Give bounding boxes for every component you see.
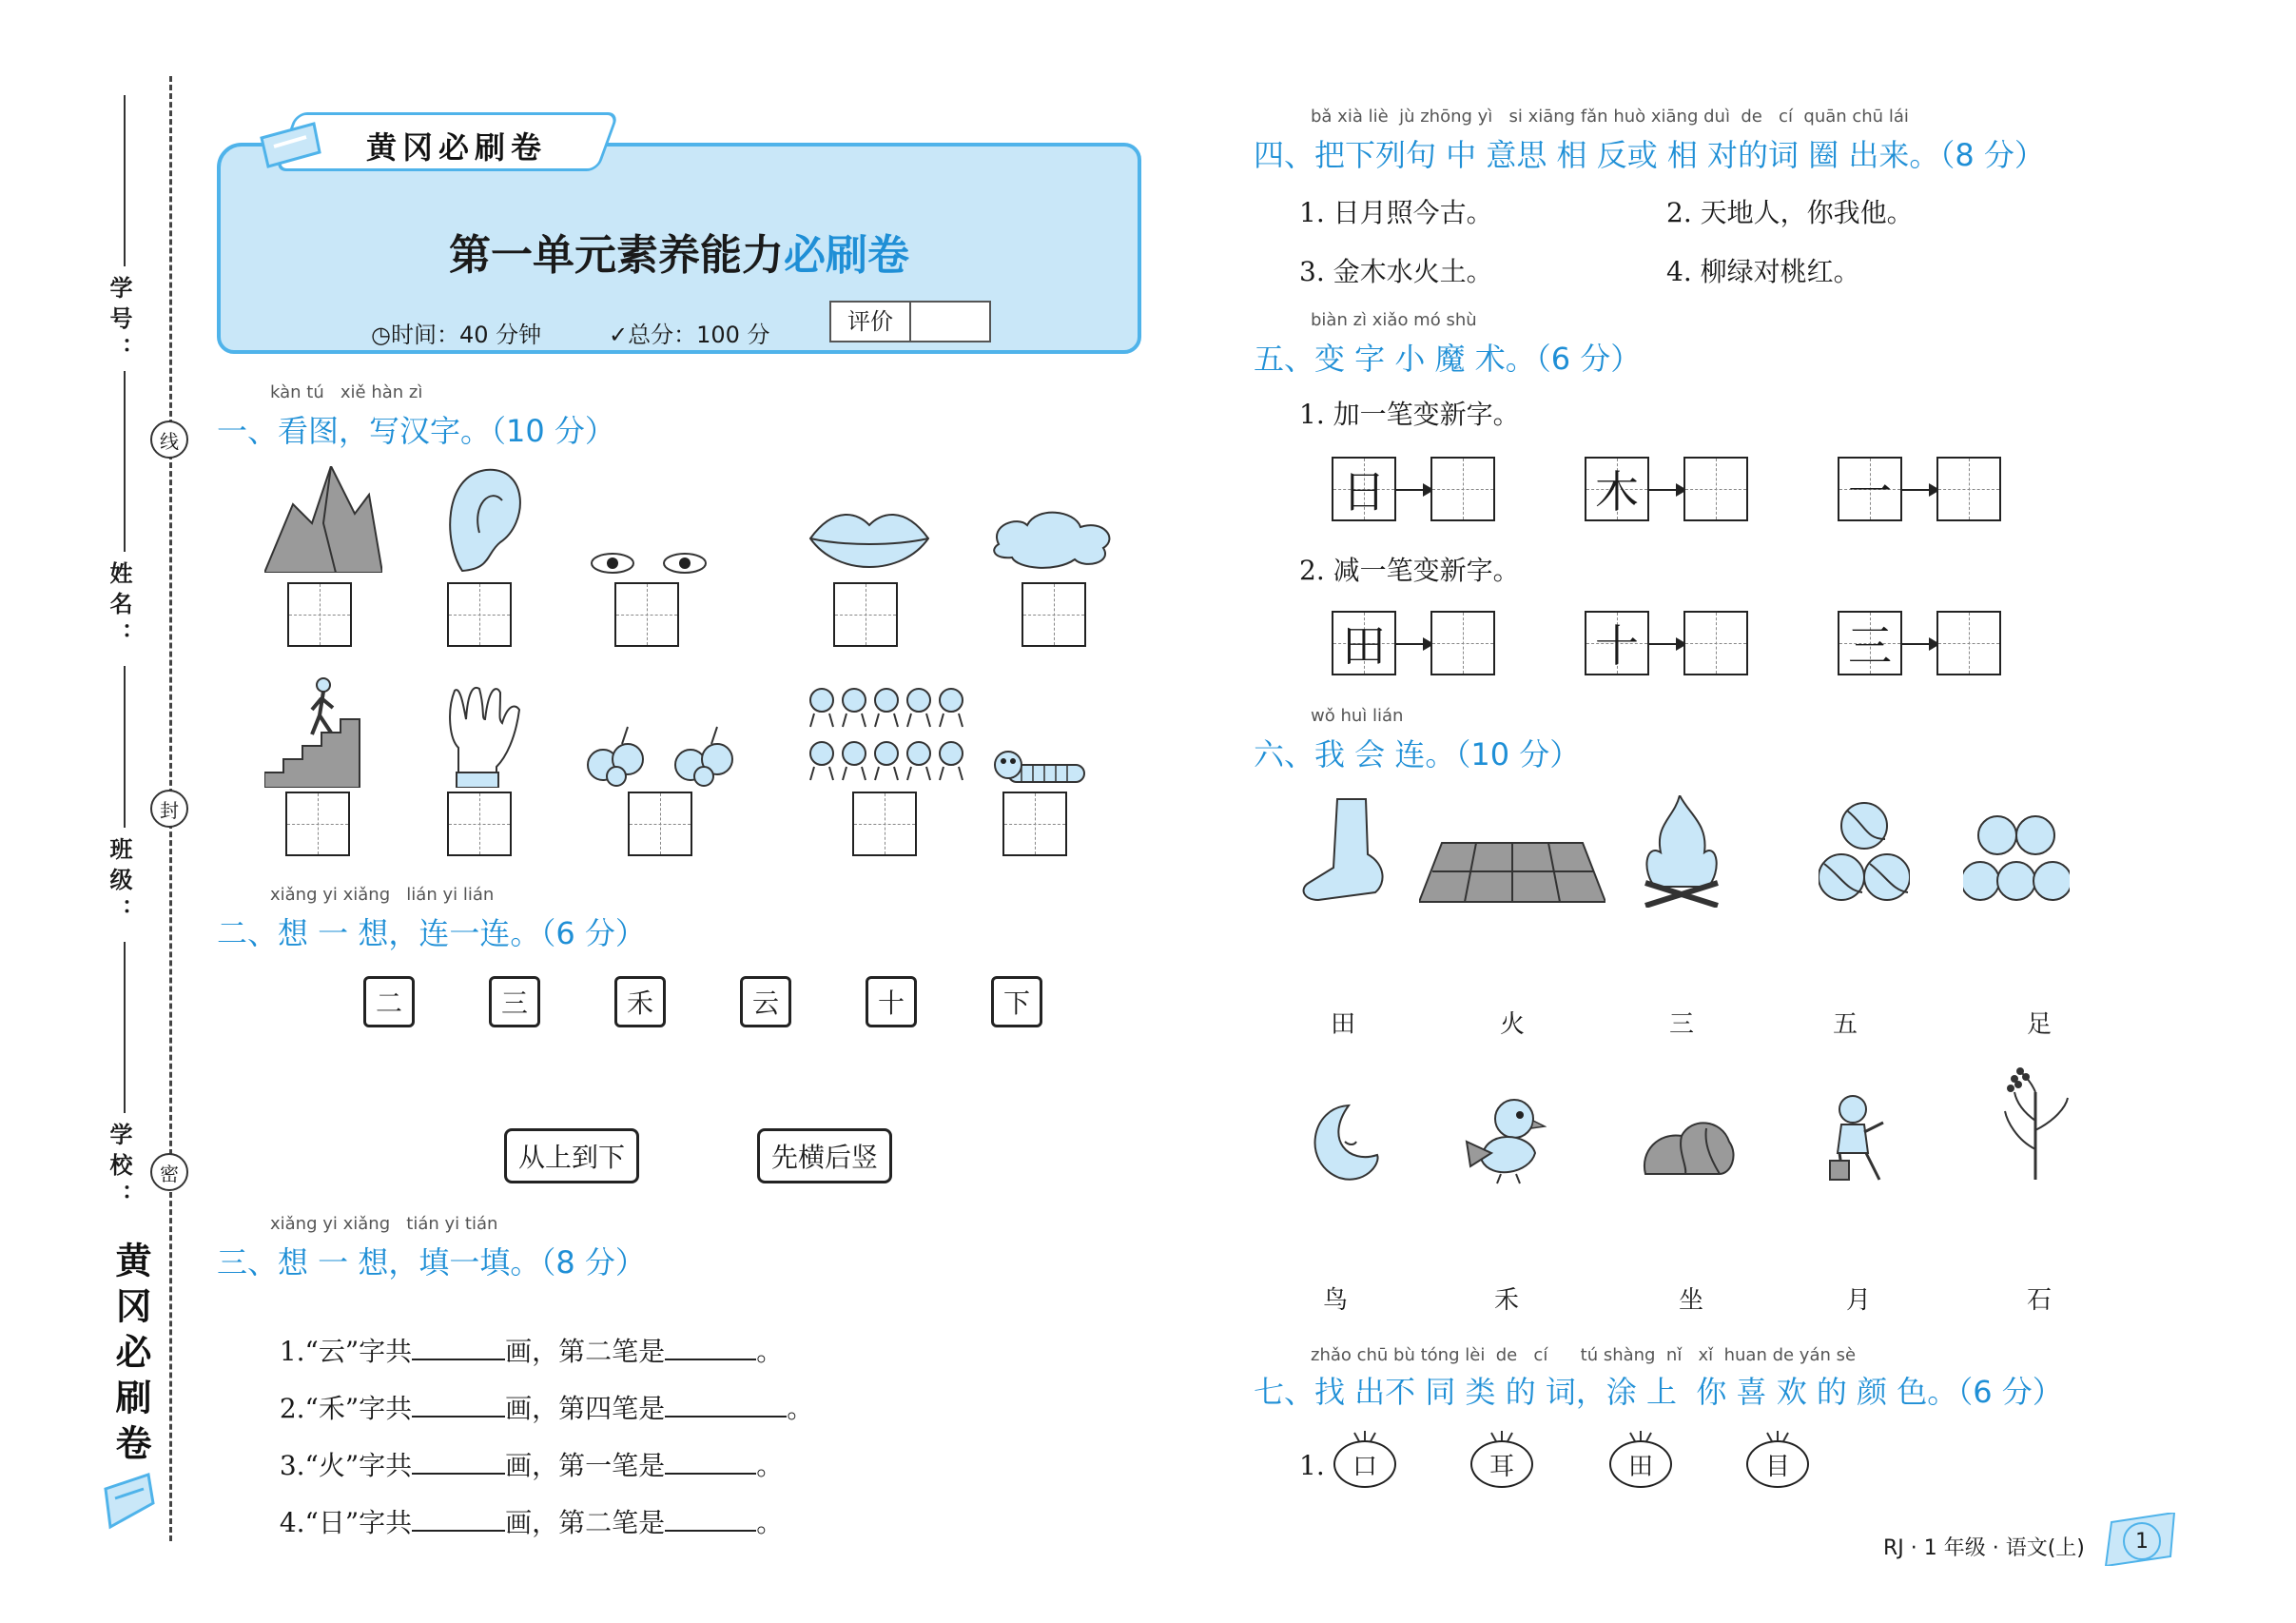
fruit-icon <box>584 723 742 788</box>
seal-feng: 封 <box>150 790 188 828</box>
three-balls-icon <box>1819 801 1910 904</box>
answer-box[interactable] <box>1430 611 1495 675</box>
student-no-line <box>124 95 126 266</box>
sentence-4[interactable]: 4. 柳绿对桃红。 <box>1666 256 1860 287</box>
item-end: 。 <box>787 1393 814 1424</box>
brand-vertical: 黄冈必刷卷 <box>109 1242 151 1470</box>
sec1-pinyin: kàn tú xiě hàn zì <box>270 382 423 402</box>
title-main: 第一单元素养能力 <box>449 231 784 280</box>
sitting-boy-icon <box>1824 1094 1893 1185</box>
seal-xian: 线 <box>150 420 188 459</box>
item-mid: 画，第四笔是 <box>505 1393 666 1424</box>
rule-box[interactable]: 先横后竖 <box>757 1128 892 1183</box>
write-box-9[interactable] <box>852 792 917 856</box>
sec3-title: 三、想 一 想，填一填。（8 分） <box>217 1244 646 1281</box>
match-label-bottom[interactable]: 月 <box>1845 1286 1871 1315</box>
sec4-pinyin: bǎ xià liè jù zhōng yì si xiāng fǎn huò xiāng duì de cí quān chū lái <box>1311 107 1909 127</box>
hand-icon <box>439 681 527 788</box>
name-label: 姓名： <box>106 561 132 653</box>
sec6-pinyin: wǒ huì lián <box>1311 706 1404 726</box>
write-box-4[interactable] <box>833 582 898 647</box>
item-end: 。 <box>756 1450 784 1481</box>
item-mid: 画，第二笔是 <box>505 1336 666 1367</box>
write-box-2[interactable] <box>447 582 512 647</box>
sec2-pinyin: xiǎng yi xiǎng lián yi lián <box>270 885 495 905</box>
clock-icon: ◷ <box>371 322 391 348</box>
stairs-person-icon <box>264 677 373 788</box>
given-char-box: 十 <box>1585 611 1649 675</box>
write-box-5[interactable] <box>1022 582 1086 647</box>
item-mid: 画，第一笔是 <box>505 1450 666 1481</box>
school-line <box>124 942 126 1113</box>
item-pre: “云”字共 <box>304 1336 413 1367</box>
write-box-7[interactable] <box>447 792 512 856</box>
item-num: 2. <box>279 1393 305 1424</box>
seal-mi: 密 <box>150 1153 188 1191</box>
sec6-title: 六、我 会 连。（10 分） <box>1254 736 1581 772</box>
name-line <box>124 371 126 552</box>
char-box[interactable]: 二 <box>363 976 415 1027</box>
item-end: 。 <box>756 1336 784 1367</box>
school-label: 学校： <box>106 1123 132 1214</box>
page-title <box>217 221 1141 282</box>
arrow-icon <box>1649 643 1685 645</box>
sec1-title: 一、看图，写汉字。（10 分） <box>217 413 615 449</box>
time-text: 时间：40 分钟 <box>390 322 542 348</box>
char-box[interactable]: 下 <box>991 976 1042 1027</box>
given-char-box: 田 <box>1332 611 1396 675</box>
item-pre: “火”字共 <box>304 1450 413 1481</box>
title-accent: 必刷卷 <box>784 231 909 280</box>
fill-item-4 <box>263 1471 783 1540</box>
fire-icon <box>1642 795 1722 908</box>
time-info <box>371 316 541 349</box>
char-box[interactable]: 禾 <box>614 976 666 1027</box>
match-label-bottom[interactable]: 鸟 <box>1322 1286 1348 1315</box>
rule-box[interactable]: 从上到下 <box>504 1128 639 1183</box>
item-num: 4. <box>279 1507 305 1538</box>
match-label-top[interactable]: 田 <box>1330 1010 1355 1039</box>
write-box-6[interactable] <box>285 792 350 856</box>
bird-icon <box>1463 1094 1547 1185</box>
answer-box[interactable] <box>1683 611 1748 675</box>
given-char-box: 一 <box>1838 457 1902 521</box>
radish-word[interactable]: 目 <box>1746 1440 1809 1488</box>
sec7-num: 1. <box>1299 1450 1325 1481</box>
footer-text: RJ · 1 年级 · 语文(上) <box>1883 1536 2085 1560</box>
sentence-2[interactable]: 2. 天地人，你我他。 <box>1666 197 1914 228</box>
sec5-title: 五、变 字 小 魔 术。（6 分） <box>1254 341 1642 377</box>
arrow-icon <box>1649 489 1685 491</box>
sec5-sub2: 2. 减一笔变新字。 <box>1299 555 1520 586</box>
sec5-pinyin: biàn zì xiǎo mó shù <box>1311 310 1477 330</box>
total-text: 总分：100 分 <box>628 322 770 348</box>
radish-word[interactable]: 口 <box>1333 1440 1396 1488</box>
blank-field[interactable] <box>665 1507 756 1532</box>
foot-icon <box>1299 797 1387 906</box>
total-info <box>609 316 770 349</box>
lips-icon <box>807 504 932 575</box>
sec7-title: 七、找 出不 同 类 的 词，涂 上 你 喜 欢 的 颜 色。（6 分） <box>1254 1374 2063 1410</box>
radish-word[interactable]: 田 <box>1609 1440 1672 1488</box>
sec7-pinyin: zhǎo chū bù tóng lèi de cí tú shàng nǐ xǐ huan de yán sè <box>1311 1345 1857 1365</box>
item-end: 。 <box>756 1507 784 1538</box>
char-box[interactable]: 三 <box>489 976 540 1027</box>
given-char-box: 三 <box>1838 611 1902 675</box>
five-balls-icon <box>1963 814 2070 906</box>
sec5-sub1: 1. 加一笔变新字。 <box>1299 399 1520 430</box>
ant-group-icon <box>807 681 970 788</box>
brand-tab-text: 黄冈必刷卷 <box>365 129 547 166</box>
write-box-10[interactable] <box>1002 792 1067 856</box>
match-label-bottom[interactable]: 石 <box>2026 1286 2052 1315</box>
cloud-icon <box>989 506 1119 578</box>
match-label-top[interactable]: 足 <box>2026 1010 2052 1039</box>
brand-logo-icon <box>101 1470 158 1536</box>
char-box[interactable]: 云 <box>740 976 791 1027</box>
write-box-3[interactable] <box>614 582 679 647</box>
item-num: 1. <box>279 1336 305 1367</box>
match-label-bottom[interactable]: 禾 <box>1493 1286 1519 1315</box>
stones-icon <box>1640 1113 1735 1178</box>
match-label-top[interactable]: 三 <box>1668 1010 1694 1039</box>
write-box-1[interactable] <box>287 582 352 647</box>
evaluation-box[interactable] <box>829 301 991 342</box>
eyes-icon <box>586 542 711 580</box>
answer-box[interactable] <box>1683 457 1748 521</box>
arrow-icon <box>1396 489 1432 491</box>
arrow-icon <box>1902 489 1938 491</box>
student-no-label: 学号： <box>106 276 132 367</box>
radish-word[interactable]: 耳 <box>1470 1440 1533 1488</box>
sec2-title: 二、想 一 想，连一连。（6 分） <box>217 915 646 951</box>
sentence-1[interactable]: 1. 日月照今古。 <box>1299 197 1493 228</box>
check-icon: ✓ <box>609 322 629 348</box>
item-pre: “禾”字共 <box>304 1393 413 1424</box>
given-char-box: 木 <box>1585 457 1649 521</box>
item-num: 3. <box>279 1450 305 1481</box>
match-label-top[interactable]: 火 <box>1499 1010 1525 1039</box>
item-mid: 画，第二笔是 <box>505 1507 666 1538</box>
given-char-box: 日 <box>1332 457 1396 521</box>
caterpillar-icon <box>989 744 1086 788</box>
class-label: 班级： <box>106 837 132 929</box>
match-label-top[interactable]: 五 <box>1832 1010 1858 1039</box>
match-label-bottom[interactable]: 坐 <box>1678 1286 1703 1315</box>
answer-box[interactable] <box>1936 457 2001 521</box>
page-number: 1 <box>2123 1522 2161 1560</box>
arrow-icon <box>1396 643 1432 645</box>
moon-icon <box>1301 1102 1381 1182</box>
blank-field[interactable] <box>412 1507 505 1532</box>
sec3-pinyin: xiǎng yi xiǎng tián yi tián <box>270 1214 498 1234</box>
char-box[interactable]: 十 <box>866 976 917 1027</box>
evaluation-label: 评价 <box>831 303 911 341</box>
item-pre: “日”字共 <box>304 1507 413 1538</box>
sentence-3[interactable]: 3. 金木水火土。 <box>1299 256 1493 287</box>
answer-box[interactable] <box>1936 611 2001 675</box>
answer-box[interactable] <box>1430 457 1495 521</box>
rice-plant-icon <box>1997 1064 2072 1180</box>
mountain-icon <box>264 466 382 573</box>
sec4-title: 四、把下列句 中 意思 相 反或 相 对的词 圈 出来。（8 分） <box>1254 137 2045 173</box>
arrow-icon <box>1902 643 1938 645</box>
ear-icon <box>443 466 525 577</box>
field-icon <box>1419 841 1605 904</box>
class-line <box>124 666 126 828</box>
write-box-8[interactable] <box>628 792 692 856</box>
